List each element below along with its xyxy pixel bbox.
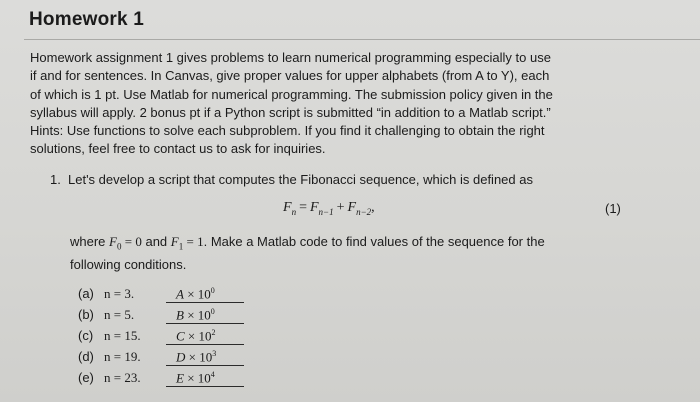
where-prefix: where (70, 234, 106, 249)
page-title: Homework 1 (29, 9, 144, 30)
intro-line: of which is 1 pt. Use Matlab for numerical programming. The submission policy given in the (30, 86, 553, 102)
initial-conditions-text (70, 233, 670, 274)
and-word: and (145, 234, 168, 249)
condition-n: n = 15. (104, 328, 141, 344)
where-line-2: following conditions. (70, 256, 187, 272)
f0-condition: $F_0 = 0$ (109, 234, 142, 252)
intro-line: if and for sentences. In Canvas, give proper values for upper alphabets (from A to Y), each (30, 68, 550, 84)
f1-condition: $F_1 = 1$ (170, 234, 204, 252)
condition-label: (c) (78, 328, 94, 344)
conditions-list (78, 286, 244, 391)
intro-paragraph (30, 49, 680, 159)
answer-blank: $D \times 10^3$ (166, 349, 244, 366)
intro-line: solutions, feel free to contact us to ask for inquiries. (30, 141, 326, 157)
condition-n: n = 3. (104, 286, 135, 302)
intro-line: Hints: Use functions to solve each subproblem. If you find it challenging to obtain the right (30, 123, 545, 139)
condition-n: n = 23. (104, 370, 141, 386)
where-suffix: . Make a Matlab code to find values of the sequence for the (203, 234, 545, 249)
condition-item (78, 328, 244, 349)
answer-blank: $C \times 10^2$ (166, 328, 244, 345)
condition-label: (d) (78, 349, 94, 365)
condition-n: n = 5. (104, 307, 135, 323)
intro-line: syllabus will apply. 2 bonus pt if a Python script is submitted “in addition to a Matlab script.” (30, 104, 551, 120)
title-divider (24, 39, 700, 40)
condition-label: (b) (78, 307, 94, 323)
condition-label: (e) (78, 370, 94, 386)
equation-number: (1) (605, 201, 621, 216)
condition-item (78, 307, 244, 328)
answer-blank: $B \times 10^0$ (166, 307, 244, 324)
question-number: 1. (50, 172, 61, 187)
condition-item (78, 370, 244, 391)
question-text: Let's develop a script that computes the Fibonacci sequence, which is defined as (68, 172, 533, 187)
fibonacci-equation: $F_n = F_{n-1} + F_{n-2}$, (283, 200, 375, 217)
condition-item (78, 349, 244, 370)
condition-item (78, 286, 244, 307)
answer-blank: $E \times 10^4$ (166, 370, 244, 387)
condition-n: n = 19. (104, 349, 141, 365)
condition-label: (a) (78, 286, 94, 302)
question-1 (50, 172, 533, 187)
intro-line: Homework assignment 1 gives problems to learn numerical programming especially to use (30, 50, 551, 65)
answer-blank: $A \times 10^0$ (166, 286, 244, 303)
